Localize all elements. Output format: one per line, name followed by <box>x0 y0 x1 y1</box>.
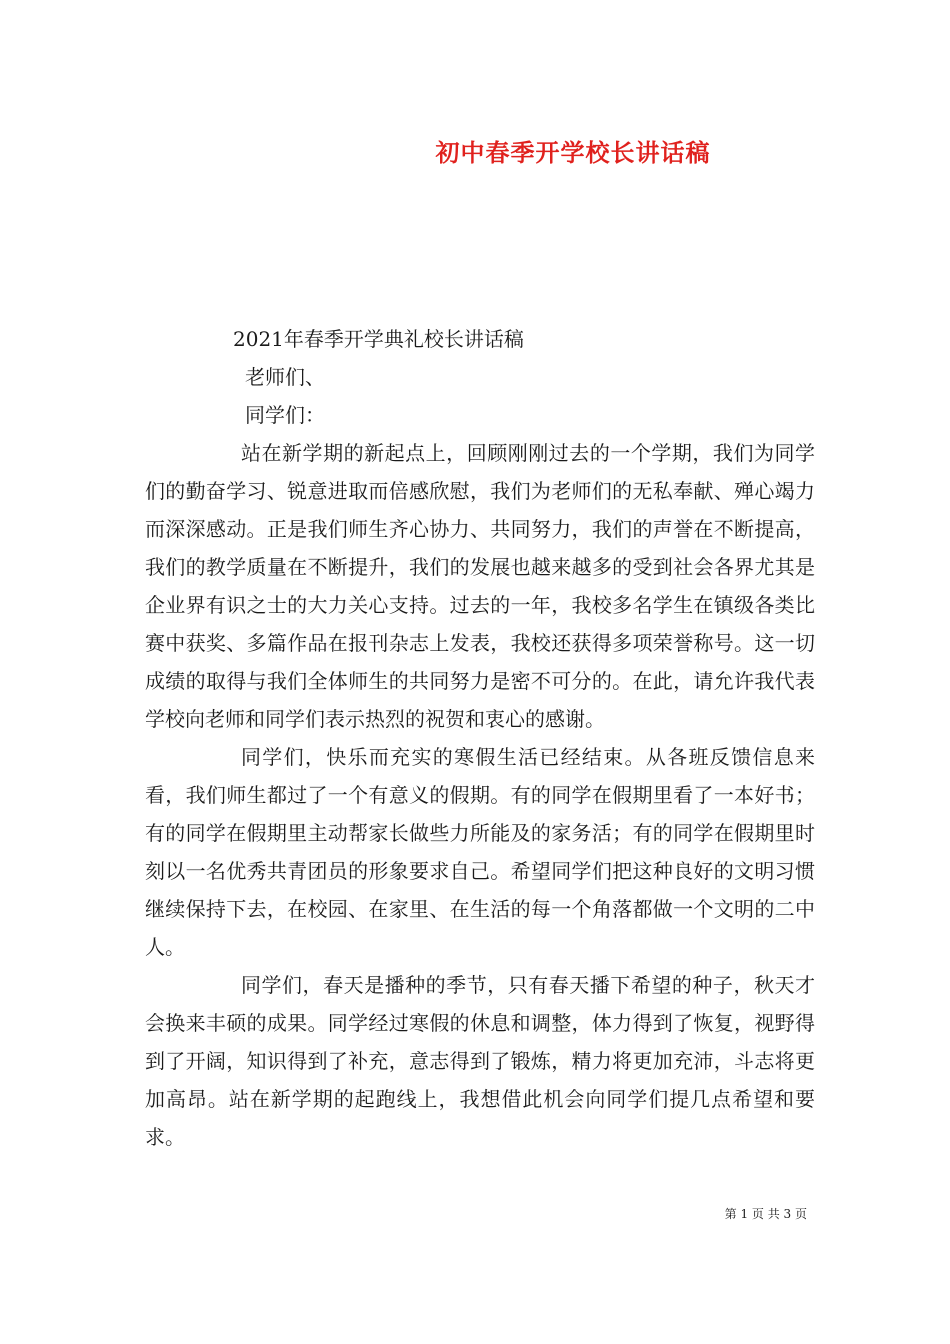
document-subtitle: 2021年春季开学典礼校长讲话稿 <box>233 327 524 351</box>
paragraph: 同学们，春天是播种的季节，只有春天播下希望的种子，秋天才会换来丰硕的成果。同学经过寒假的休息和调整，体力得到了恢复，视野得到了开阔，知识得到了补充，意志得到了锻炼，精力将更加充沛，斗志将更加高昂。站在新学期的起跑线上，我想借此机会向同学们提几点希望和要求。 <box>145 973 815 1149</box>
salutation-teachers: 老师们、 <box>245 365 325 389</box>
page-number: 第 1 页 共 3 页 <box>724 1207 807 1221</box>
document-title: 初中春季开学校长讲话稿 <box>435 138 711 167</box>
document-body <box>145 320 815 1156</box>
salutation-students: 同学们： <box>245 403 325 427</box>
paragraph: 同学们，快乐而充实的寒假生活已经结束。从各班反馈信息来看，我们师生都过了一个有意义的假期。有的同学在假期里看了一本好书；有的同学在假期里主动帮家长做些力所能及的家务活；有的同学在假期里时刻以一名优秀共青团员的形象要求自己。希望同学们把这种良好的文明习惯继续保持下去，在校园、在家里、在生活的每一个角落都做一个文明的二中人。 <box>145 745 815 959</box>
paragraph: 站在新学期的新起点上，回顾刚刚过去的一个学期，我们为同学们的勤奋学习、锐意进取而倍感欣慰，我们为老师们的无私奉献、殚心竭力而深深感动。正是我们师生齐心协力、共同努力，我们的声誉在不断提高，我们的教学质量在不断提升，我们的发展也越来越多的受到社会各界尤其是企业界有识之士的大力关心支持。过去的一年，我校多名学生在镇级各类比赛中获奖、多篇作品在报刊杂志上发表，我校还获得多项荣誉称号。这一切成绩的取得与我们全体师生的共同努力是密不可分的。在此，请允许我代表学校向老师和同学们表示热烈的祝贺和衷心的感谢。 <box>145 441 815 731</box>
